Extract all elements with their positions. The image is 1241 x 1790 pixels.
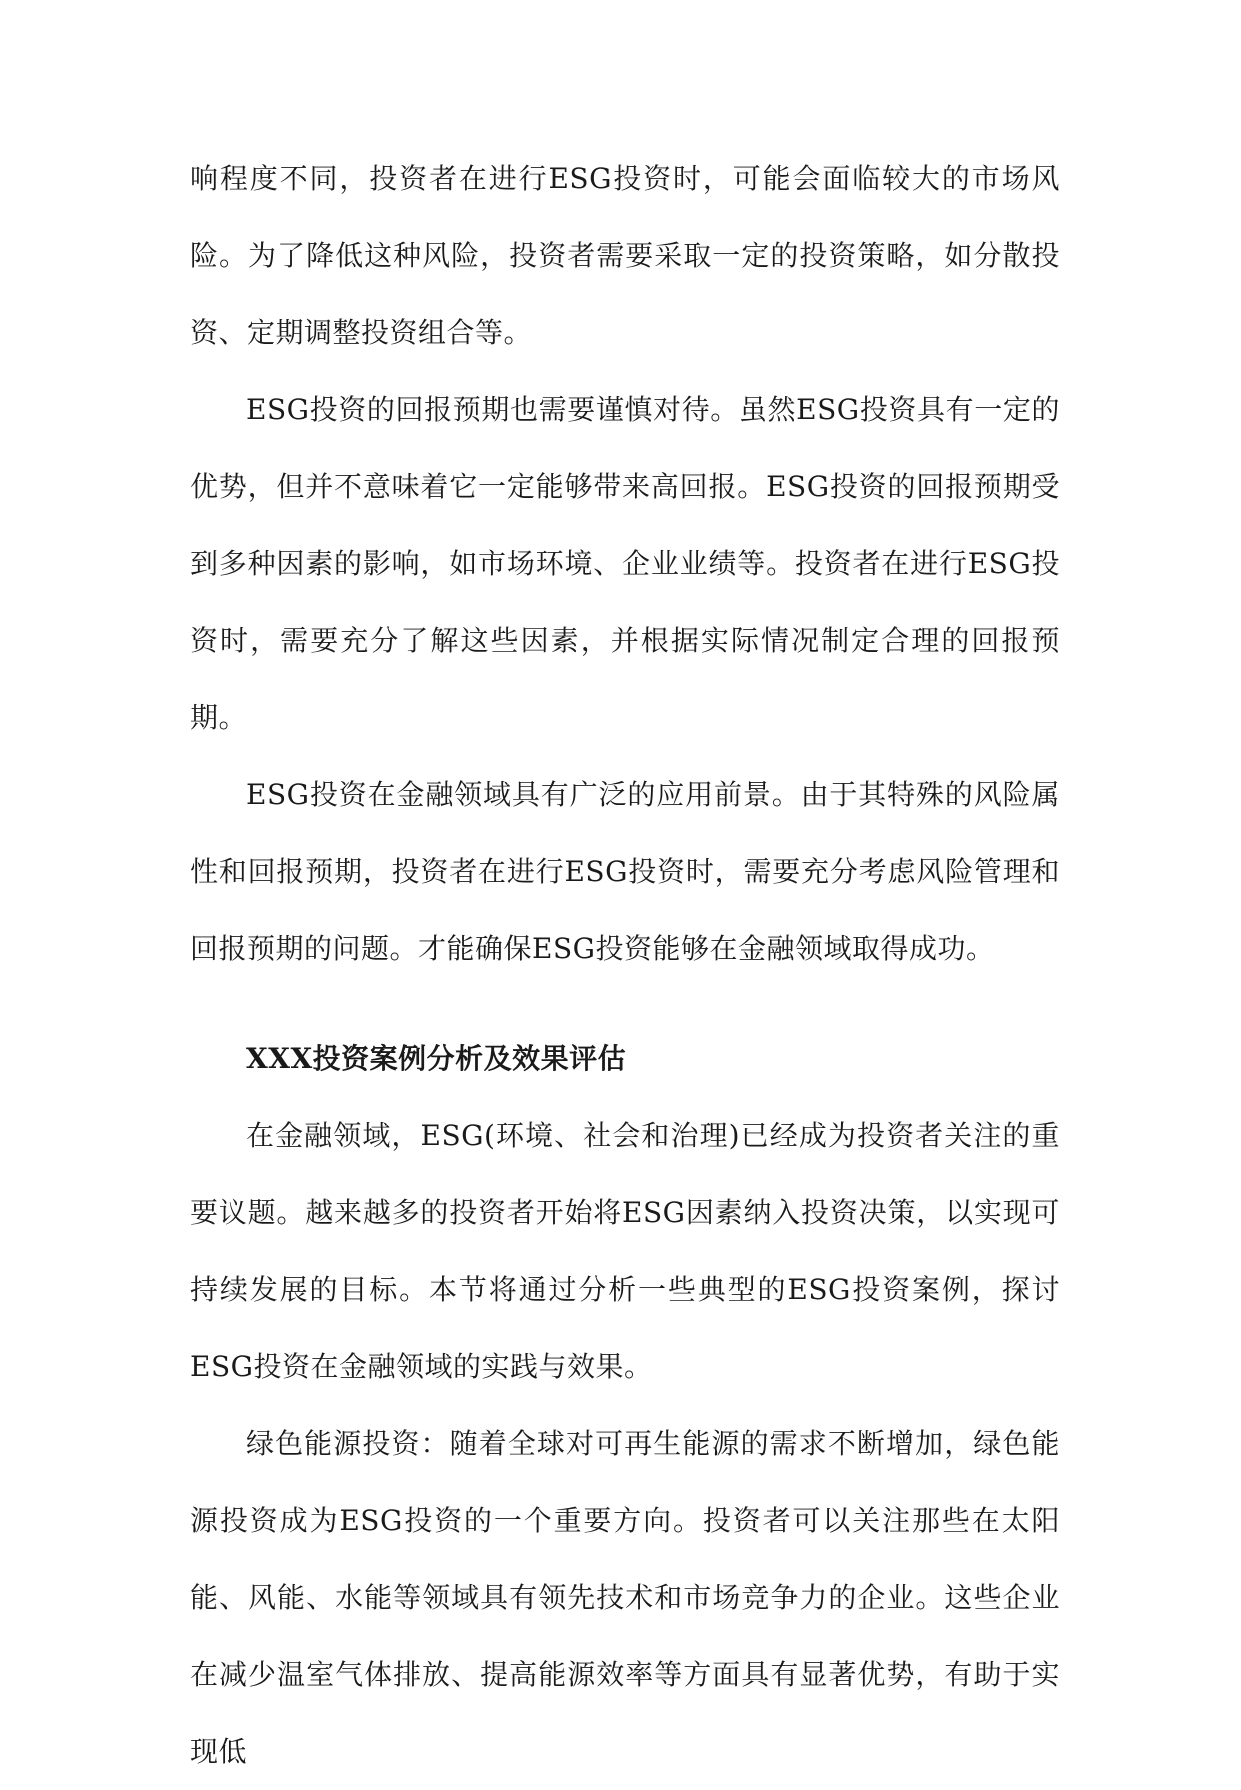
paragraph-green-energy: 绿色能源投资：随着全球对可再生能源的需求不断增加，绿色能源投资成为ESG投资的一个重要方向。投资者可以关注那些在太阳能、风能、水能等领域具有领先技术和市场竞争力的企业。这些企业在减少温室气体排放、提高能源效率等方面具有显著优势，有助于实现低 xyxy=(190,1427,1060,1768)
section-heading: XXX投资案例分析及效果评估 xyxy=(246,1042,627,1075)
paragraph-section-intro: 在金融领域，ESG(环境、社会和治理)已经成为投资者关注的重要议题。越来越多的投资者开始将ESG因素纳入投资决策，以实现可持续发展的目标。本节将通过分析一些典型的ESG投资案例，探讨ESG投资在金融领域的实践与效果。 xyxy=(190,1119,1060,1383)
document-body xyxy=(190,140,1060,1790)
paragraph-application-prospects: ESG投资在金融领域具有广泛的应用前景。由于其特殊的风险属性和回报预期，投资者在进行ESG投资时，需要充分考虑风险管理和回报预期的问题。才能确保ESG投资能够在金融领域取得成功。 xyxy=(190,778,1060,965)
paragraph-continued: 响程度不同，投资者在进行ESG投资时，可能会面临较大的市场风险。为了降低这种风险，投资者需要采取一定的投资策略，如分散投资、定期调整投资组合等。 xyxy=(190,162,1060,349)
paragraph-return-expectation: ESG投资的回报预期也需要谨慎对待。虽然ESG投资具有一定的优势，但并不意味着它一定能够带来高回报。ESG投资的回报预期受到多种因素的影响，如市场环境、企业业绩等。投资者在进行ESG投资时，需要充分了解这些因素，并根据实际情况制定合理的回报预期。 xyxy=(190,393,1060,734)
